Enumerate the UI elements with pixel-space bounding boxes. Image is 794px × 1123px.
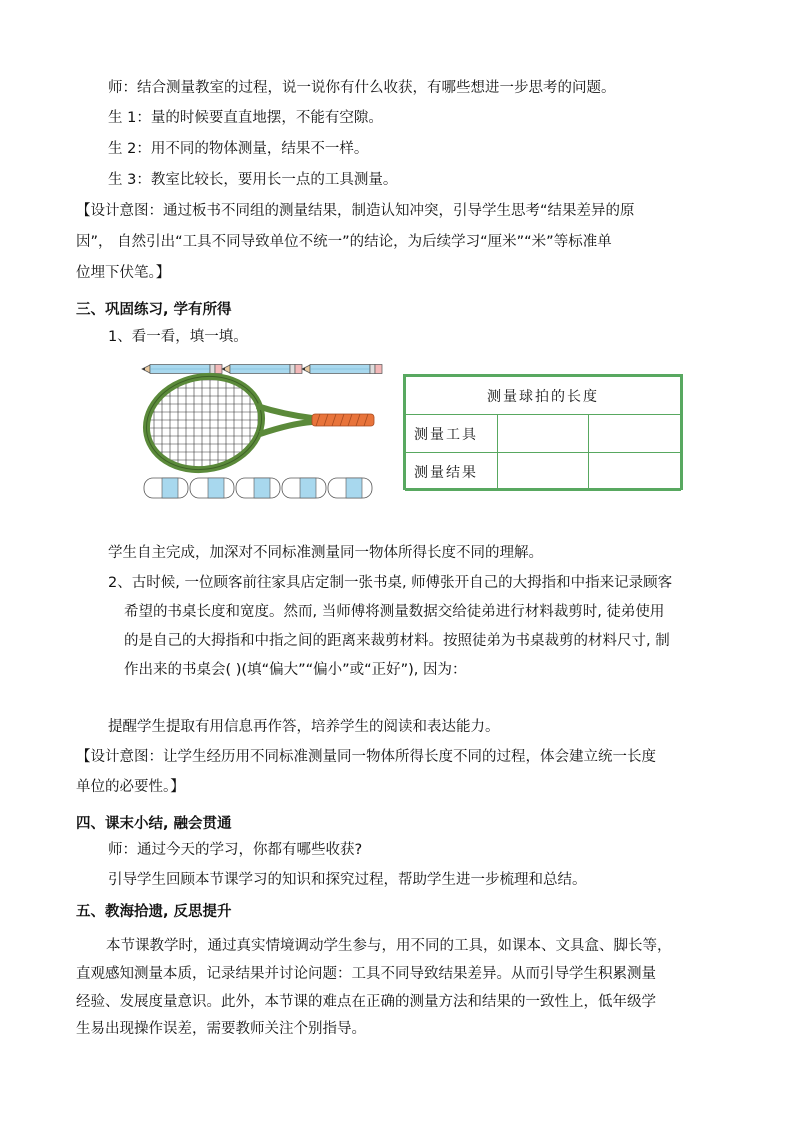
eraser-icon: [328, 478, 372, 498]
tennis-racket-icon: [138, 366, 374, 480]
reflection-line4: 生易出现操作误差，需要教师关注个别指导。: [76, 1021, 366, 1037]
eraser-icon: [282, 478, 326, 498]
question-1-note: 学生自主完成，加深对不同标准测量同一物体所得长度不同的理解。: [108, 545, 543, 561]
question-2-line2: 希望的书桌长度和宽度。然而, 当师傅将测量数据交给徒弟进行材料裁剪时, 徒弟使用: [124, 604, 665, 620]
tool-answer-cell-2[interactable]: [589, 415, 681, 453]
student-2-answer: 生 2：用不同的物体测量，结果不一样。: [108, 141, 369, 157]
design-intent-1-line3: 位埋下伏笔。】: [76, 265, 171, 281]
result-answer-cell-2[interactable]: [589, 453, 681, 491]
question-2-note: 提醒学生提取有用信息再作答，培养学生的阅读和表达能力。: [108, 719, 500, 735]
eraser-icon: [190, 478, 234, 498]
design-intent-1-line2: 因”， 自然引出“工具不同导致单位不统一”的结论，为后续学习“厘米”“米”等标准单: [76, 234, 612, 250]
section-3-heading: 三、巩固练习, 学有所得: [76, 302, 232, 318]
section-4-heading: 四、课末小结, 融会贯通: [76, 816, 232, 832]
pencil-icon: [142, 365, 222, 374]
section-5-heading: 五、教海拾遗, 反思提升: [76, 904, 232, 920]
section-4-guide: 引导学生回顾本节课学习的知识和探究过程，帮助学生进一步梳理和总结。: [108, 872, 587, 888]
reflection-line3: 经验、发展度量意识。此外，本节课的难点在正确的测量方法和结果的一致性上，低年级学: [76, 994, 656, 1010]
question-2-line3: 的是自己的大拇指和中指之间的距离来裁剪材料。按照徒弟为书桌裁剪的材料尺寸, 制: [124, 633, 670, 649]
result-answer-cell-1[interactable]: [497, 453, 589, 491]
row-label-result: 测量结果: [406, 453, 498, 491]
reflection-line1: 本节课教学时，通过真实情境调动学生参与，用不同的工具，如课本、文具盒、脚长等，: [106, 938, 672, 954]
student-3-answer: 生 3：教室比较长，要用长一点的工具测量。: [108, 172, 398, 188]
student-1-answer: 生 1：量的时候要直直地摆，不能有空隙。: [108, 110, 383, 126]
design-intent-2-line2: 单位的必要性。】: [76, 779, 185, 795]
racket-measurement-illustration: [136, 356, 386, 506]
table-title: 测量球拍的长度: [406, 377, 681, 415]
pencil-icon: [302, 365, 382, 374]
design-intent-2-line1: 【设计意图：让学生经历用不同标准测量同一物体所得长度不同的过程，体会建立统一长度: [76, 749, 656, 765]
racket-length-table: [403, 374, 683, 490]
row-label-tool: 测量工具: [406, 415, 498, 453]
pencil-icon: [222, 365, 302, 374]
question-1-label: 1、看一看，填一填。: [108, 329, 248, 345]
question-2-line4: 作出来的书桌会( )(填“偏大”“偏小”或“正好”), 因为：: [124, 662, 467, 678]
question-2-line1: 2、古时候, 一位顾客前往家具店定制一张书桌, 师傅张开自己的大拇指和中指来记录顾客: [108, 575, 673, 591]
eraser-icon: [236, 478, 280, 498]
teacher-prompt: 师：结合测量教室的过程，说一说你有什么收获，有哪些想进一步思考的问题。: [108, 80, 616, 96]
eraser-icon: [144, 478, 188, 498]
tool-answer-cell-1[interactable]: [497, 415, 589, 453]
section-4-teacher: 师：通过今天的学习，你都有哪些收获?: [108, 842, 363, 858]
reflection-line2: 直观感知测量本质，记录结果并讨论问题：工具不同导致结果差异。从而引导学生积累测量: [76, 966, 656, 982]
design-intent-1-line1: 【设计意图：通过板书不同组的测量结果，制造认知冲突，引导学生思考“结果差异的原: [76, 203, 635, 219]
